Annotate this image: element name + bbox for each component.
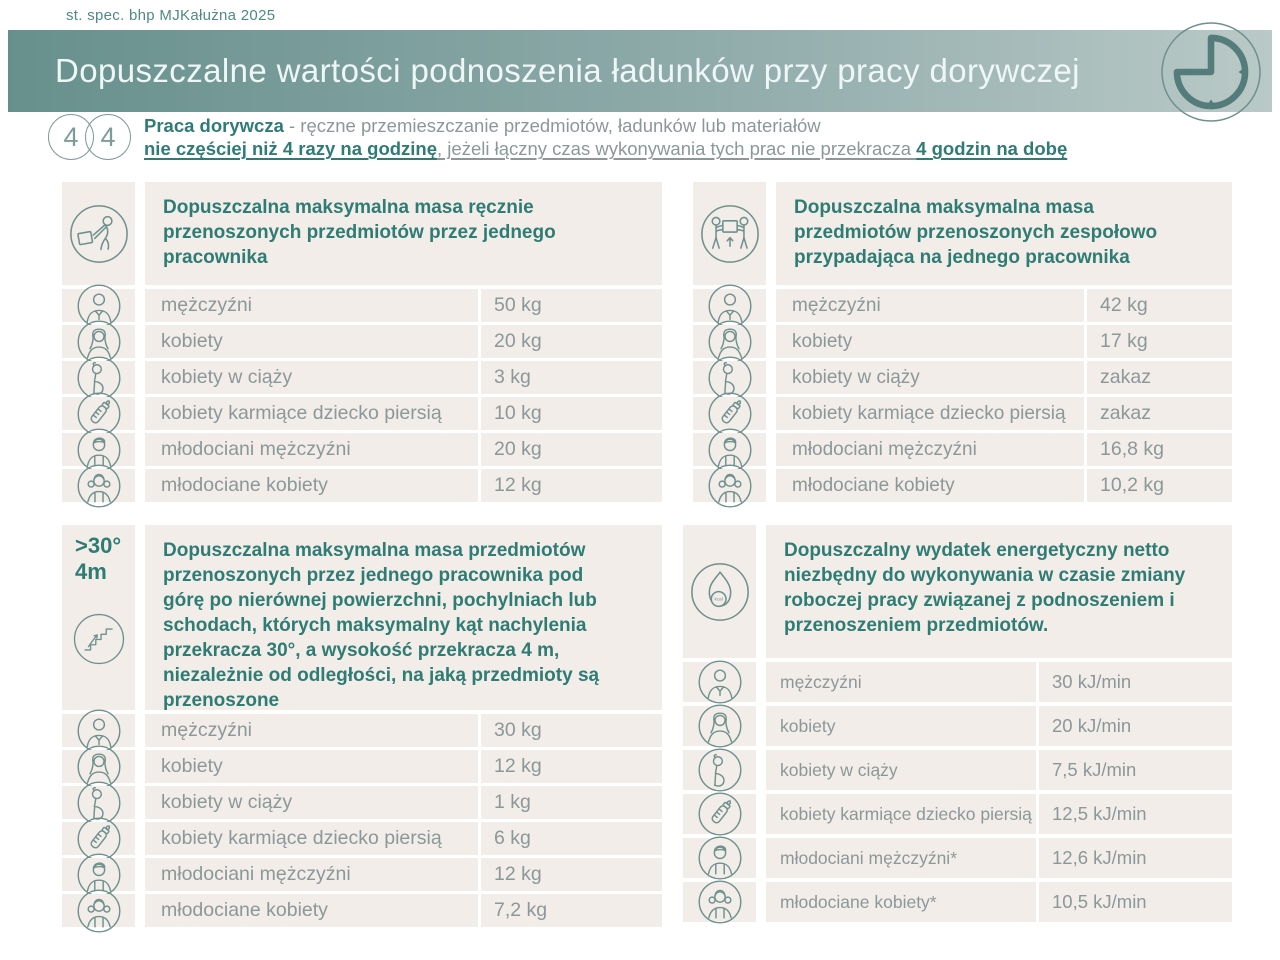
- row-icon-cell: [62, 750, 135, 783]
- row-value: 12 kg: [478, 469, 662, 502]
- row-label: kobiety karmiące dziecko piersią: [145, 397, 478, 430]
- row-icon-cell: [693, 397, 766, 430]
- row-icon-cell: [693, 361, 766, 394]
- row-label: kobiety karmiące dziecko piersią: [766, 794, 1036, 834]
- row-value: 30 kg: [478, 714, 662, 747]
- row-label: kobiety karmiące dziecko piersią: [776, 397, 1084, 430]
- table-title: Dopuszczalny wydatek energetyczny netto niezbędny do wykonywania w czasie zmiany roboczej pracy związanej z podnoszeniem i przenoszeniem przedmiotów.: [766, 525, 1232, 658]
- row-label: kobiety: [776, 325, 1084, 358]
- row-icon-cell: [683, 706, 756, 746]
- row-icon-cell: [62, 786, 135, 819]
- badge-4-per-hour: 4: [48, 114, 94, 160]
- table-row: [693, 289, 1232, 322]
- table-header: [62, 182, 662, 285]
- definition-daily-limit: 4 godzin na dobę: [916, 138, 1068, 160]
- definition-freq: nie częściej niż 4 razy na godzinę: [144, 138, 438, 160]
- row-icon-cell: [62, 325, 135, 358]
- incline-angle-badge: >30°: [75, 533, 122, 558]
- table-row: [683, 662, 1232, 702]
- table-header: [693, 182, 1232, 285]
- table-row: [62, 786, 662, 819]
- definition-line-2: [144, 137, 1067, 160]
- row-value: 1 kg: [478, 786, 662, 819]
- row-value: 30 kJ/min: [1036, 662, 1232, 702]
- row-label: młodociane kobiety*: [766, 882, 1036, 922]
- title-bar: [8, 30, 1272, 112]
- row-label: kobiety: [766, 706, 1036, 746]
- row-value: 10,2 kg: [1084, 469, 1232, 502]
- row-icon-cell: [62, 433, 135, 466]
- pregnant-woman-icon: [697, 747, 743, 793]
- row-value: 7,5 kJ/min: [1036, 750, 1232, 790]
- row-value: 50 kg: [478, 289, 662, 322]
- table-row: [683, 794, 1232, 834]
- table-row: [62, 325, 662, 358]
- table-title: Dopuszczalna maksymalna masa przedmiotów przenoszonych przez jednego pracownika pod górę po nierównej powierzchni, pochylniach lub schodach, których maksymalny kąt nachylenia przekracza 30°, a wysokość przekracza 4 m, niezależnie od odległości, na jaką przedmioty są przenoszone: [145, 525, 662, 710]
- row-icon-cell: [693, 469, 766, 502]
- definition-term: Praca dorywcza: [144, 115, 284, 136]
- row-value: 12,6 kJ/min: [1036, 838, 1232, 878]
- row-value: 7,2 kg: [478, 894, 662, 927]
- baby-bottle-icon: [697, 791, 743, 837]
- young-woman-icon: [76, 463, 122, 509]
- page-title: Dopuszczalne wartości podnoszenia ładunków przy pracy dorywczej: [55, 52, 1080, 89]
- row-label: kobiety karmiące dziecko piersią: [145, 822, 478, 855]
- badge-4-hours: 4: [85, 114, 131, 160]
- person-lifting-box-icon: [68, 203, 130, 265]
- kcal-flame-icon: [689, 561, 751, 623]
- table-header: [683, 525, 1232, 658]
- row-value: 12 kg: [478, 858, 662, 891]
- row-label: kobiety w ciąży: [766, 750, 1036, 790]
- row-value: 20 kJ/min: [1036, 706, 1232, 746]
- clock-icon: [1155, 16, 1267, 128]
- woman-icon: [697, 703, 743, 749]
- row-label: młodociani mężczyźni: [145, 858, 478, 891]
- row-value: 10 kg: [478, 397, 662, 430]
- row-value: zakaz: [1084, 361, 1232, 394]
- row-label: młodociani mężczyźni*: [766, 838, 1036, 878]
- team-carrying-box-icon: [699, 203, 761, 265]
- young-woman-icon: [76, 888, 122, 934]
- definition-line1-rest: - ręczne przemieszczanie przedmiotów, ładunków lub materiałów: [283, 115, 821, 136]
- table-row: [62, 894, 662, 927]
- table-header: [62, 525, 662, 710]
- stairs-icon: [72, 612, 126, 666]
- table-team-carry-mass: [693, 182, 1232, 505]
- row-icon-cell: [693, 433, 766, 466]
- row-label: kobiety: [145, 750, 478, 783]
- row-icon-cell: [62, 289, 135, 322]
- definition-block: [48, 114, 1067, 161]
- row-label: młodociane kobiety: [776, 469, 1084, 502]
- row-icon-cell: [683, 794, 756, 834]
- table-row: [683, 706, 1232, 746]
- row-label: mężczyźni: [766, 662, 1036, 702]
- table-row: [62, 433, 662, 466]
- row-icon-cell: [62, 894, 135, 927]
- table-row: [62, 289, 662, 322]
- row-label: mężczyźni: [145, 714, 478, 747]
- table-rows: [62, 714, 662, 927]
- table-row: [62, 822, 662, 855]
- row-value: zakaz: [1084, 397, 1232, 430]
- table-rows: [62, 289, 662, 502]
- row-icon-cell: [62, 822, 135, 855]
- row-icon-cell: [62, 397, 135, 430]
- table-row: [693, 397, 1232, 430]
- young-man-icon: [697, 835, 743, 881]
- row-value: 20 kg: [478, 325, 662, 358]
- table-rows: [683, 662, 1232, 922]
- row-value: 12 kg: [478, 750, 662, 783]
- row-icon-cell: [683, 838, 756, 878]
- table-row: [683, 838, 1232, 878]
- table-row: [683, 882, 1232, 922]
- row-value: 3 kg: [478, 361, 662, 394]
- row-value: 10,5 kJ/min: [1036, 882, 1232, 922]
- row-value: 17 kg: [1084, 325, 1232, 358]
- row-label: kobiety w ciąży: [145, 361, 478, 394]
- row-value: 20 kg: [478, 433, 662, 466]
- table-header-icon-cell: [62, 182, 135, 285]
- row-icon-cell: [683, 750, 756, 790]
- row-icon-cell: [62, 469, 135, 502]
- table-row: [693, 469, 1232, 502]
- incline-height-badge: 4m: [75, 559, 107, 585]
- table-rows: [693, 289, 1232, 502]
- table-row: [693, 325, 1232, 358]
- man-icon: [697, 659, 743, 705]
- definition-line-1: [144, 114, 1067, 137]
- row-label: młodociani mężczyźni: [776, 433, 1084, 466]
- table-single-person-mass: [62, 182, 662, 505]
- table-incline-carry-mass: [62, 525, 662, 930]
- row-label: mężczyźni: [145, 289, 478, 322]
- definition-text: [144, 114, 1067, 161]
- young-woman-icon: [707, 463, 753, 509]
- row-label: mężczyźni: [776, 289, 1084, 322]
- table-title: Dopuszczalna maksymalna masa ręcznie przenoszonych przedmiotów przez jednego pracownika: [145, 182, 662, 285]
- row-icon-cell: [683, 662, 756, 702]
- table-header-icon-cell: [693, 182, 766, 285]
- row-icon-cell: [693, 325, 766, 358]
- table-row: [62, 858, 662, 891]
- row-label: kobiety w ciąży: [776, 361, 1084, 394]
- table-row: [62, 469, 662, 502]
- table-row: [62, 397, 662, 430]
- credit-text: st. spec. bhp MJKałużna 2025: [66, 7, 276, 24]
- row-label: kobiety: [145, 325, 478, 358]
- table-header-icon-cell: [683, 525, 756, 658]
- row-icon-cell: [693, 289, 766, 322]
- table-row: [62, 361, 662, 394]
- definition-middle: , jeżeli łączny czas wykonywania tych prac nie przekracza: [437, 138, 917, 160]
- table-title: Dopuszczalna maksymalna masa przedmiotów przenoszonych zespołowo przypadająca na jednego pracownika: [776, 182, 1232, 285]
- row-label: młodociane kobiety: [145, 894, 478, 927]
- row-label: młodociane kobiety: [145, 469, 478, 502]
- table-row: [62, 714, 662, 747]
- row-label: młodociani mężczyźni: [145, 433, 478, 466]
- row-icon-cell: [62, 361, 135, 394]
- row-icon-cell: [683, 882, 756, 922]
- row-value: 42 kg: [1084, 289, 1232, 322]
- row-value: 6 kg: [478, 822, 662, 855]
- row-value: 12,5 kJ/min: [1036, 794, 1232, 834]
- table-energy-expenditure: [683, 525, 1232, 926]
- row-value: 16,8 kg: [1084, 433, 1232, 466]
- table-row: [683, 750, 1232, 790]
- table-row: [62, 750, 662, 783]
- table-header-icon-cell: [62, 525, 135, 710]
- young-woman-icon: [697, 879, 743, 925]
- table-row: [693, 433, 1232, 466]
- row-icon-cell: [62, 858, 135, 891]
- table-row: [693, 361, 1232, 394]
- frequency-badges: [48, 114, 131, 160]
- row-icon-cell: [62, 714, 135, 747]
- row-label: kobiety w ciąży: [145, 786, 478, 819]
